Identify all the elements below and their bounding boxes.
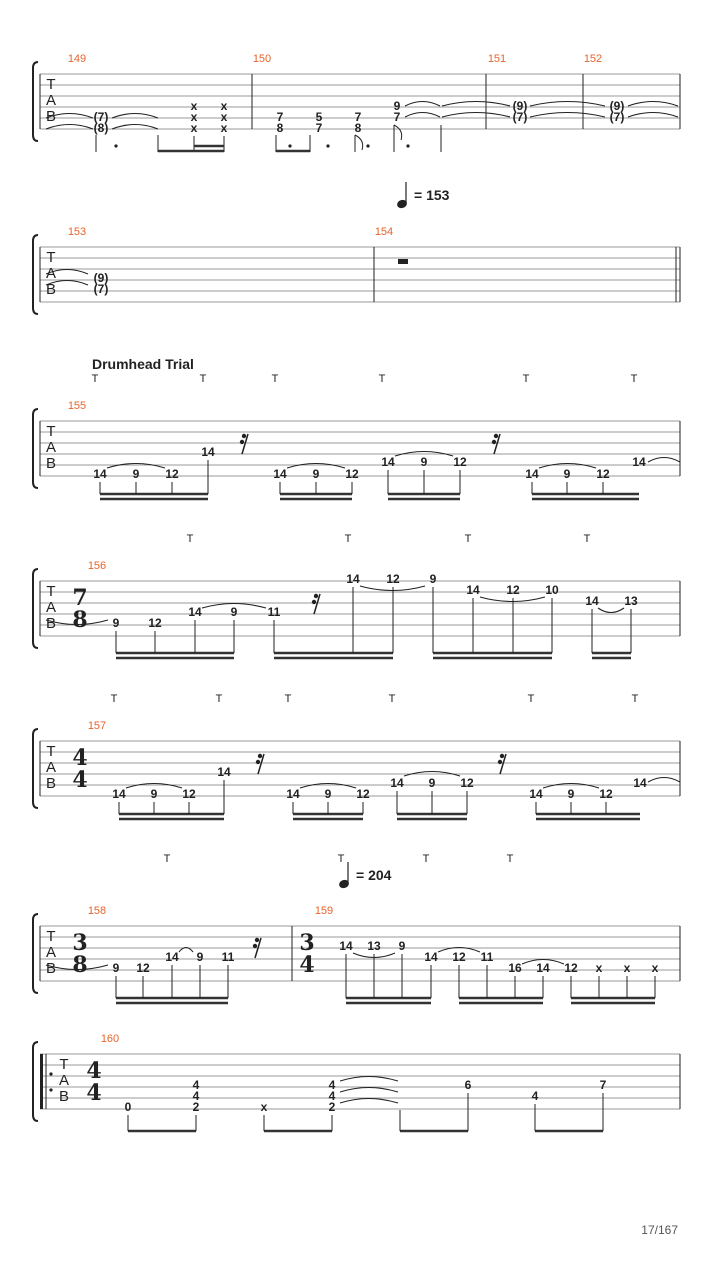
- time-signature-3-8-denominator: 8: [72, 952, 88, 978]
- fret-number: 9: [324, 787, 332, 801]
- tab-clef-b: B: [45, 960, 57, 977]
- fret-number: 9: [420, 455, 428, 469]
- fret-number: 11: [480, 950, 494, 964]
- tie: [442, 113, 510, 118]
- tap-marker: T: [163, 853, 171, 865]
- fret-number: 9: [428, 776, 436, 790]
- tie: [648, 458, 680, 463]
- fret-number: (7): [93, 110, 109, 124]
- tie: [405, 102, 440, 107]
- tab-clef-a: A: [45, 599, 57, 616]
- tap-marker: T: [110, 693, 118, 705]
- fret-number: 14: [112, 787, 126, 801]
- tap-marker: T: [199, 373, 207, 385]
- tab-clef-b: B: [45, 775, 57, 792]
- fret-number: 14: [536, 961, 550, 975]
- fret-number: 12: [564, 961, 578, 975]
- fret-number: 8: [354, 121, 362, 135]
- rest-dot: [255, 938, 259, 942]
- fret-number: 14: [529, 787, 543, 801]
- measure-number-156: 156: [87, 560, 107, 572]
- fret-number: (9): [609, 99, 625, 113]
- fret-number: 2: [192, 1100, 200, 1114]
- fret-number: 2: [328, 1100, 336, 1114]
- system-bracket: [33, 569, 38, 648]
- fret-number: 11: [267, 605, 281, 619]
- tie: [628, 102, 678, 107]
- tab-clef-a: A: [45, 759, 57, 776]
- fret-number: 4: [531, 1089, 539, 1103]
- fret-number: 12: [599, 787, 613, 801]
- time-signature-3-4-denominator: 4: [299, 952, 315, 978]
- measure-number-158: 158: [87, 905, 107, 917]
- fret-number: 9: [429, 572, 437, 586]
- system-bracket: [33, 62, 38, 141]
- fret-number: (7): [512, 110, 528, 124]
- tie: [340, 1088, 398, 1093]
- staff-system-7: [40, 1054, 680, 1109]
- tab-clef-t: T: [59, 1056, 69, 1073]
- dot: [406, 144, 409, 147]
- tab-clef-t: T: [46, 76, 56, 93]
- rest-dot: [500, 754, 504, 758]
- fret-number: 14: [286, 787, 300, 801]
- tab-clef-b: B: [45, 281, 57, 298]
- fret-number: 9: [398, 939, 406, 953]
- time-signature-3-4-numerator: 3: [299, 930, 315, 956]
- repeat-dot: [49, 1088, 52, 1091]
- fret-number: 6: [464, 1078, 472, 1092]
- tap-marker: T: [630, 373, 638, 385]
- time-signature-4-4-numerator: 4: [86, 1058, 102, 1084]
- fret-number: 11: [221, 950, 235, 964]
- rest-dot: [312, 600, 316, 604]
- tab-clef-a: A: [45, 944, 57, 961]
- fret-number: 13: [624, 594, 638, 608]
- fret-number: (8): [93, 121, 109, 135]
- system-bracket: [33, 914, 38, 993]
- tap-marker: T: [337, 853, 345, 865]
- page-number: 17/167: [641, 1223, 678, 1237]
- measure-number-150: 150: [252, 53, 272, 65]
- fret-number: 14: [339, 939, 353, 953]
- fret-number: 14: [273, 467, 287, 481]
- dot: [326, 144, 329, 147]
- fret-number: 12: [148, 616, 162, 630]
- fret-number: 9: [132, 467, 140, 481]
- fret-number: x: [190, 99, 198, 113]
- fret-number: 12: [165, 467, 179, 481]
- fret-number: x: [623, 961, 631, 975]
- tap-marker: T: [271, 373, 279, 385]
- dot: [366, 144, 369, 147]
- tap-marker: T: [631, 693, 639, 705]
- measure-number-152: 152: [583, 53, 603, 65]
- fret-number: (7): [609, 110, 625, 124]
- fret-number: 14: [632, 455, 646, 469]
- fret-number: 14: [217, 765, 231, 779]
- tie: [340, 1077, 398, 1082]
- measure-number-159: 159: [314, 905, 334, 917]
- rest-dot: [314, 594, 318, 598]
- time-signature-3-8-numerator: 3: [72, 930, 88, 956]
- tie: [530, 113, 605, 118]
- fret-number: x: [260, 1100, 268, 1114]
- fret-number: x: [651, 961, 659, 975]
- note-flag: [355, 135, 363, 150]
- tie: [648, 778, 680, 783]
- rest-dot: [240, 440, 244, 444]
- fret-number: 12: [345, 467, 359, 481]
- fret-number: x: [220, 121, 228, 135]
- fret-number: (7): [93, 282, 109, 296]
- repeat-dot: [49, 1072, 52, 1075]
- rest-dot: [258, 754, 262, 758]
- fret-number: 9: [150, 787, 158, 801]
- tab-clef-b: B: [45, 108, 57, 125]
- measure-number-155: 155: [67, 400, 87, 412]
- fret-number: 12: [386, 572, 400, 586]
- fret-number: 14: [525, 467, 539, 481]
- fret-number: 14: [346, 572, 360, 586]
- fret-number: 14: [93, 467, 107, 481]
- fret-number: x: [595, 961, 603, 975]
- fret-number: 9: [563, 467, 571, 481]
- fret-number: 7: [354, 110, 362, 124]
- fret-number: 14: [424, 950, 438, 964]
- tab-clef-t: T: [46, 928, 56, 945]
- fret-number: 14: [466, 583, 480, 597]
- repeat-start-thick-bar: [40, 1054, 43, 1109]
- fret-number: 4: [328, 1089, 336, 1103]
- fret-number: 14: [585, 594, 599, 608]
- tap-marker: T: [284, 693, 292, 705]
- fret-number: 4: [192, 1089, 200, 1103]
- fret-number: 14: [390, 776, 404, 790]
- time-signature-4-4-denominator: 4: [72, 767, 88, 793]
- tab-clef-b: B: [45, 615, 57, 632]
- fret-number: 12: [182, 787, 196, 801]
- tap-marker: T: [215, 693, 223, 705]
- fret-number: 12: [453, 455, 467, 469]
- fret-number: 4: [328, 1078, 336, 1092]
- time-signature-4-4-numerator: 4: [72, 745, 88, 771]
- tie: [112, 114, 158, 119]
- measure-number-154: 154: [374, 226, 394, 238]
- tap-marker: T: [527, 693, 535, 705]
- system-bracket: [33, 409, 38, 488]
- fret-number: 0: [124, 1100, 132, 1114]
- tap-marker: T: [186, 533, 194, 545]
- tempo-marking: = 204: [356, 867, 392, 883]
- fret-number: 12: [136, 961, 150, 975]
- rest-dot: [253, 944, 257, 948]
- fret-number: 14: [381, 455, 395, 469]
- fret-number: 16: [508, 961, 522, 975]
- fret-number: 12: [460, 776, 474, 790]
- rest-dot: [256, 760, 260, 764]
- measure-number-151: 151: [487, 53, 507, 65]
- fret-number: 7: [599, 1078, 607, 1092]
- fret-number: 13: [367, 939, 381, 953]
- tap-marker: T: [464, 533, 472, 545]
- fret-number: 12: [596, 467, 610, 481]
- rest-dot: [494, 434, 498, 438]
- note-flag: [394, 125, 402, 140]
- fret-number: 9: [112, 961, 120, 975]
- fret-number: x: [190, 121, 198, 135]
- time-signature-7-8-denominator: 8: [72, 607, 88, 633]
- tie: [340, 1099, 398, 1104]
- fret-number: 14: [633, 776, 647, 790]
- rest-dot: [498, 760, 502, 764]
- tempo-marking: = 153: [414, 187, 450, 203]
- measure-number-153: 153: [67, 226, 87, 238]
- dot: [114, 144, 117, 147]
- fret-number: 4: [192, 1078, 200, 1092]
- tie: [530, 102, 605, 107]
- fret-number: 8: [276, 121, 284, 135]
- fret-number: 9: [567, 787, 575, 801]
- rest-dot: [242, 434, 246, 438]
- tie: [442, 102, 510, 107]
- measure-number-160: 160: [100, 1033, 120, 1045]
- tap-marker: T: [344, 533, 352, 545]
- tap-marker: T: [91, 373, 99, 385]
- time-signature-4-4-denominator: 4: [86, 1080, 102, 1106]
- tab-clef-t: T: [46, 249, 56, 266]
- tab-clef-b: B: [58, 1088, 70, 1105]
- fret-number: 14: [165, 950, 179, 964]
- fret-number: 14: [201, 445, 215, 459]
- fret-number: 12: [356, 787, 370, 801]
- time-signature-7-8-numerator: 7: [72, 585, 88, 611]
- fret-number: 7: [276, 110, 284, 124]
- tie: [112, 125, 158, 130]
- tie: [628, 113, 678, 118]
- tap-marker: T: [378, 373, 386, 385]
- fret-number: 7: [393, 110, 401, 124]
- tap-marker: T: [522, 373, 530, 385]
- tab-clef-b: B: [45, 455, 57, 472]
- system-bracket: [33, 729, 38, 808]
- tab-clef-t: T: [46, 743, 56, 760]
- measure-number-157: 157: [87, 720, 107, 732]
- fret-number: 9: [312, 467, 320, 481]
- fret-number: x: [220, 99, 228, 113]
- tab-clef-a: A: [45, 92, 57, 109]
- fret-number: 5: [315, 110, 323, 124]
- fret-number: 10: [545, 583, 559, 597]
- tap-marker: T: [583, 533, 591, 545]
- fret-number: x: [220, 110, 228, 124]
- tie: [405, 113, 440, 118]
- dot: [288, 144, 291, 147]
- tab-clef-a: A: [58, 1072, 70, 1089]
- tap-marker: T: [388, 693, 396, 705]
- system-bracket: [33, 1042, 38, 1121]
- rest-dot: [492, 440, 496, 444]
- fret-number: 12: [452, 950, 466, 964]
- staff-system-4: [40, 581, 680, 636]
- fret-number: 9: [230, 605, 238, 619]
- fret-number: 7: [315, 121, 323, 135]
- tap-marker: T: [506, 853, 514, 865]
- tap-marker: T: [422, 853, 430, 865]
- fret-number: x: [190, 110, 198, 124]
- fret-number: 9: [112, 616, 120, 630]
- tab-clef-a: A: [45, 439, 57, 456]
- staff-system-2: [40, 247, 680, 302]
- tie: [46, 125, 93, 130]
- tie: [598, 608, 624, 613]
- fret-number: (9): [512, 99, 528, 113]
- tab-clef-t: T: [46, 423, 56, 440]
- fret-number: (9): [93, 271, 109, 285]
- whole-rest: [398, 259, 408, 264]
- fret-number: 14: [188, 605, 202, 619]
- measure-number-149: 149: [67, 53, 87, 65]
- tab-clef-t: T: [46, 583, 56, 600]
- fret-number: 12: [506, 583, 520, 597]
- fret-number: 9: [196, 950, 204, 964]
- system-bracket: [33, 235, 38, 314]
- tab-clef-a: A: [45, 265, 57, 282]
- section-title: Drumhead Trial: [92, 356, 194, 372]
- fret-number: 9: [393, 99, 401, 113]
